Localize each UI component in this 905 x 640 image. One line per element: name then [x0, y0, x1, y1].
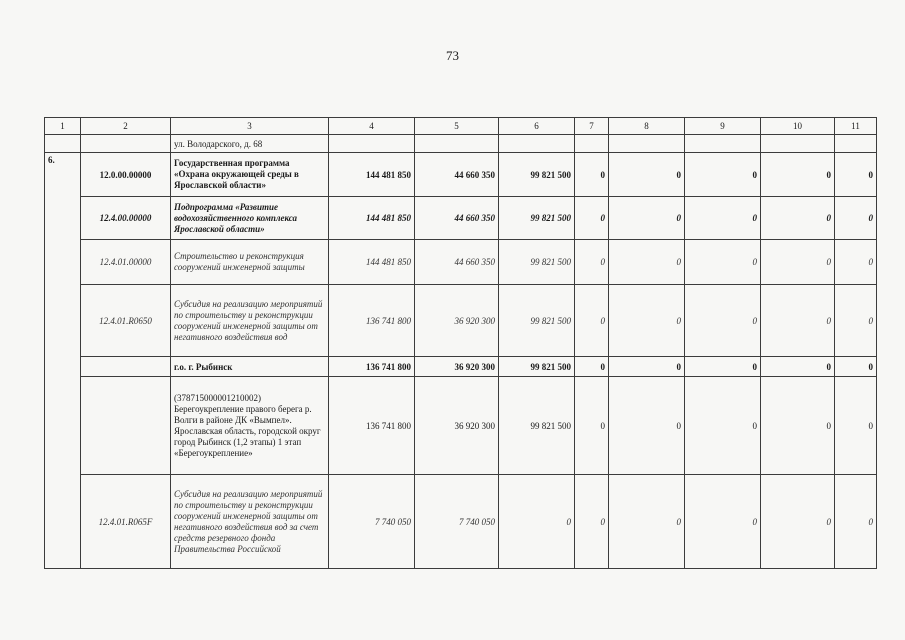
column-header: 2 — [81, 118, 171, 135]
table-row — [45, 135, 877, 153]
value-col10: 0 — [761, 285, 835, 357]
column-header: 6 — [499, 118, 575, 135]
column-header: 7 — [575, 118, 609, 135]
budget-code — [81, 135, 171, 153]
value-col7: 0 — [575, 357, 609, 377]
value-col5: 7 740 050 — [415, 475, 499, 569]
value-col6: 99 821 500 — [499, 197, 575, 240]
column-header: 4 — [329, 118, 415, 135]
value-col4: 7 740 050 — [329, 475, 415, 569]
value-col7 — [575, 135, 609, 153]
value-col10: 0 — [761, 377, 835, 475]
value-col8: 0 — [609, 377, 685, 475]
value-col9: 0 — [685, 197, 761, 240]
budget-code: 12.4.01.R065F — [81, 475, 171, 569]
value-col4: 136 741 800 — [329, 377, 415, 475]
value-col10: 0 — [761, 475, 835, 569]
value-col8: 0 — [609, 240, 685, 285]
column-header: 8 — [609, 118, 685, 135]
value-col7: 0 — [575, 285, 609, 357]
value-col6: 99 821 500 — [499, 153, 575, 197]
item-name: (378715000001210002) Берегоукрепление правого берега р. Волги в районе ДК «Вымпел». Ярославская область, городской округ город Рыбинск (1,2 этапы) 1 этап «Берегоукрепление» — [171, 377, 329, 475]
item-name: Субсидия на реализацию мероприятий по строительству и реконструкции сооружений инженерной защиты от негативного воздействия вод за счет средств резервного фонда Правительства Российской — [171, 475, 329, 569]
item-name: г.о. г. Рыбинск — [171, 357, 329, 377]
value-col11: 0 — [835, 285, 877, 357]
value-col11: 0 — [835, 357, 877, 377]
value-col10: 0 — [761, 197, 835, 240]
column-header: 1 — [45, 118, 81, 135]
column-header: 9 — [685, 118, 761, 135]
value-col9: 0 — [685, 475, 761, 569]
column-header: 5 — [415, 118, 499, 135]
value-col4: 136 741 800 — [329, 285, 415, 357]
column-header: 3 — [171, 118, 329, 135]
value-col5: 36 920 300 — [415, 377, 499, 475]
item-name: Подпрограмма «Развитие водохозяйственного комплекса Ярославской области» — [171, 197, 329, 240]
value-col7: 0 — [575, 197, 609, 240]
value-col11 — [835, 135, 877, 153]
value-col10 — [761, 135, 835, 153]
value-col10: 0 — [761, 153, 835, 197]
value-col9: 0 — [685, 285, 761, 357]
value-col8: 0 — [609, 197, 685, 240]
value-col11: 0 — [835, 377, 877, 475]
column-header: 10 — [761, 118, 835, 135]
value-col11: 0 — [835, 197, 877, 240]
value-col8 — [609, 135, 685, 153]
table-row — [45, 240, 877, 285]
value-col9: 0 — [685, 153, 761, 197]
value-col6: 99 821 500 — [499, 285, 575, 357]
value-col4: 136 741 800 — [329, 357, 415, 377]
table-row — [45, 377, 877, 475]
value-col7: 0 — [575, 240, 609, 285]
value-col5: 44 660 350 — [415, 197, 499, 240]
budget-code — [81, 357, 171, 377]
item-name: Государственная программа «Охрана окружающей среды в Ярославской области» — [171, 153, 329, 197]
value-col11: 0 — [835, 153, 877, 197]
value-col5 — [415, 135, 499, 153]
value-col8: 0 — [609, 475, 685, 569]
value-col5: 36 920 300 — [415, 357, 499, 377]
value-col7: 0 — [575, 153, 609, 197]
value-col4: 144 481 850 — [329, 197, 415, 240]
value-col10: 0 — [761, 357, 835, 377]
value-col7: 0 — [575, 377, 609, 475]
value-col9: 0 — [685, 357, 761, 377]
table-row — [45, 357, 877, 377]
value-col6: 99 821 500 — [499, 357, 575, 377]
value-col4: 144 481 850 — [329, 240, 415, 285]
value-col6 — [499, 135, 575, 153]
value-col11: 0 — [835, 475, 877, 569]
budget-table — [44, 117, 877, 569]
value-col6: 99 821 500 — [499, 377, 575, 475]
item-name: Строительство и реконструкция сооружений инженерной защиты — [171, 240, 329, 285]
budget-code: 12.0.00.00000 — [81, 153, 171, 197]
table-row — [45, 153, 877, 197]
column-header: 11 — [835, 118, 877, 135]
table-row — [45, 475, 877, 569]
column-number-row — [45, 118, 877, 135]
value-col8: 0 — [609, 357, 685, 377]
value-col8: 0 — [609, 153, 685, 197]
value-col5: 44 660 350 — [415, 240, 499, 285]
value-col10: 0 — [761, 240, 835, 285]
value-col4: 144 481 850 — [329, 153, 415, 197]
value-col6: 99 821 500 — [499, 240, 575, 285]
table-row — [45, 285, 877, 357]
row-number: 6. — [45, 153, 81, 569]
value-col4 — [329, 135, 415, 153]
row-number — [45, 135, 81, 153]
value-col9 — [685, 135, 761, 153]
table-row — [45, 197, 877, 240]
value-col5: 44 660 350 — [415, 153, 499, 197]
value-col9: 0 — [685, 377, 761, 475]
value-col8: 0 — [609, 285, 685, 357]
budget-code: 12.4.00.00000 — [81, 197, 171, 240]
budget-code — [81, 377, 171, 475]
budget-code: 12.4.01.R0650 — [81, 285, 171, 357]
value-col5: 36 920 300 — [415, 285, 499, 357]
item-name: ул. Володарского, д. 68 — [171, 135, 329, 153]
budget-code: 12.4.01.00000 — [81, 240, 171, 285]
value-col9: 0 — [685, 240, 761, 285]
page-number: 73 — [446, 48, 459, 63]
value-col11: 0 — [835, 240, 877, 285]
value-col6: 0 — [499, 475, 575, 569]
value-col7: 0 — [575, 475, 609, 569]
item-name: Субсидия на реализацию мероприятий по строительству и реконструкции сооружений инженерной защиты от негативного воздействия вод — [171, 285, 329, 357]
